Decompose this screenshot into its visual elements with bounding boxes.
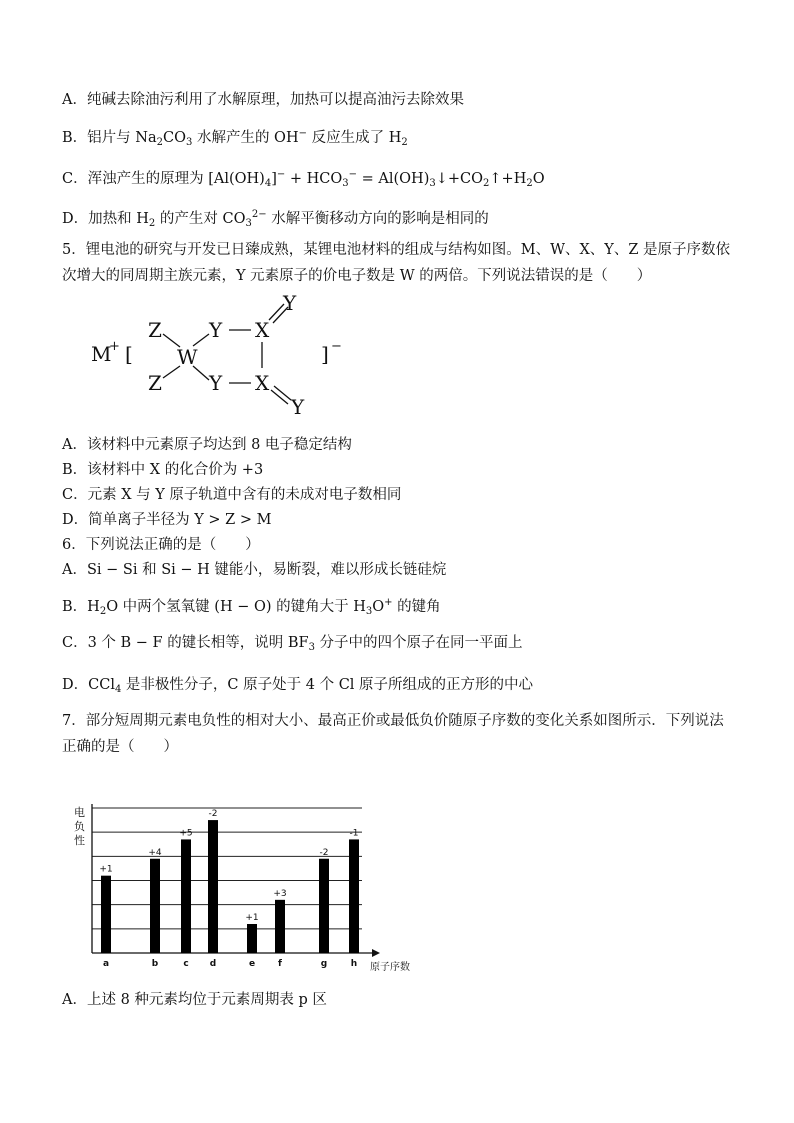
struct-w: W (177, 345, 198, 369)
struct-x-top: X (255, 318, 270, 342)
bar-a (101, 876, 111, 953)
q6-option-c: C．3 个 B − F 的键长相等，说明 $BF_3$ 分子中的四个原子在同一平面上 (62, 635, 523, 653)
x-tick-label-d: d (209, 959, 217, 969)
x-tick-label-b: b (151, 959, 159, 969)
struct-y-top-outer: Y (283, 292, 297, 315)
q5-option-a: A．该材料中元素原子均达到 8 电子稳定结构 (62, 437, 352, 453)
struct-y-top: Y (209, 318, 223, 342)
x-axis-label: 原子序数 (370, 962, 410, 973)
q4-option-c: C．浑浊产生的原理为 $[Al(OH)_4]^- + HCO_3^-$ = $Al(OH)_3↓+CO_2↑+H_2O$ (62, 169, 545, 189)
q5-option-d: D．简单离子半径为 Y > Z > M (62, 512, 272, 528)
bar-annotation-f: +3 (273, 888, 287, 899)
q7-option-a: A．上述 8 种元素均位于元素周期表 p 区 (62, 992, 327, 1008)
x-tick-label-h: h (350, 959, 358, 969)
electronegativity-chart (70, 800, 430, 980)
struct-x-bottom: X (255, 371, 270, 395)
x-tick-label-f: f (278, 959, 282, 969)
y-axis-label-char: 性 (74, 834, 85, 847)
bar-h (349, 839, 359, 953)
bar-annotation-e: +1 (245, 913, 259, 923)
q5-stem: 5．锂电池的研究与开发已日臻成熟，某锂电池材料的组成与结构如图。M、W、X、Y、Z 是原子序数依次增大的同周期主族元素，Y 元素原子的价电子数是 W 的两倍。下列说法错误的是（ ） (62, 242, 731, 284)
bar-c (181, 839, 191, 953)
struct-y-bottom: Y (209, 371, 223, 395)
struct-cation-charge: + (109, 339, 120, 354)
q5-structure-diagram (85, 292, 365, 420)
bar-annotation-d: -2 (208, 809, 218, 820)
struct-open-bracket: [ (125, 342, 133, 366)
struct-z-top: Z (148, 318, 162, 342)
struct-y-bottom-outer: Y (291, 395, 305, 419)
struct-close-bracket: ] (321, 342, 329, 366)
struct-anion-charge: − (331, 339, 342, 354)
bar-annotation-h: -1 (349, 828, 359, 839)
x-axis-arrow (372, 949, 380, 957)
bar-annotation-g: -2 (319, 847, 329, 858)
bar-g (319, 859, 329, 953)
bar-d (208, 820, 218, 953)
y-axis-label-char: 负 (74, 820, 85, 833)
x-tick-label-a: a (102, 959, 110, 969)
q4-option-d: D．加热和 $H_2$ 的产生对 $CO_3^{2-}$ 水解平衡移动方向的影响是相同的 (62, 209, 489, 229)
bar-e (247, 924, 257, 953)
bar-f (275, 900, 285, 953)
struct-z-bottom: Z (148, 371, 162, 395)
x-tick-label-g: g (320, 959, 328, 969)
struct-cation: M (91, 342, 112, 366)
x-tick-label-c: c (183, 959, 189, 969)
y-axis-label-char: 电 (74, 806, 85, 819)
bar-annotation-b: +4 (148, 847, 162, 858)
q5-option-c: C．元素 X 与 Y 原子轨道中含有的未成对电子数相同 (62, 487, 402, 503)
q7-stem: 7．部分短周期元素电负性的相对大小、最高正价或最低负价随原子序数的变化关系如图所示．下列说法正确的是（ ） (62, 713, 724, 755)
bar-annotation-a: +1 (99, 864, 113, 875)
q5-option-b: B．该材料中 X 的化合价为 +3 (62, 462, 264, 478)
q6-stem: 6．下列说法正确的是（ ） (62, 537, 260, 553)
q6-option-b: B．$H_2O$ 中两个氢氧键 (H − O) 的键角大于 $H_3O^+$ 的键角 (62, 597, 441, 617)
q4-option-b: B．铝片与 $Na_2CO_3$ 水解产生的 OH− 反应生成了 $H_2$ (62, 128, 408, 148)
q6-option-d: D．CCl$_4$ 是非极性分子，C 原子处于 4 个 Cl 原子所组成的正方形的中心 (62, 677, 534, 695)
x-tick-label-e: e (248, 959, 256, 969)
bar-annotation-c: +5 (179, 828, 193, 839)
bar-b (150, 859, 160, 953)
q6-option-a: A．Si − Si 和 Si − H 键能小，易断裂，难以形成长链硅烷 (62, 562, 447, 578)
q4-option-a: A．纯碱去除油污利用了水解原理，加热可以提高油污去除效果 (62, 92, 464, 108)
